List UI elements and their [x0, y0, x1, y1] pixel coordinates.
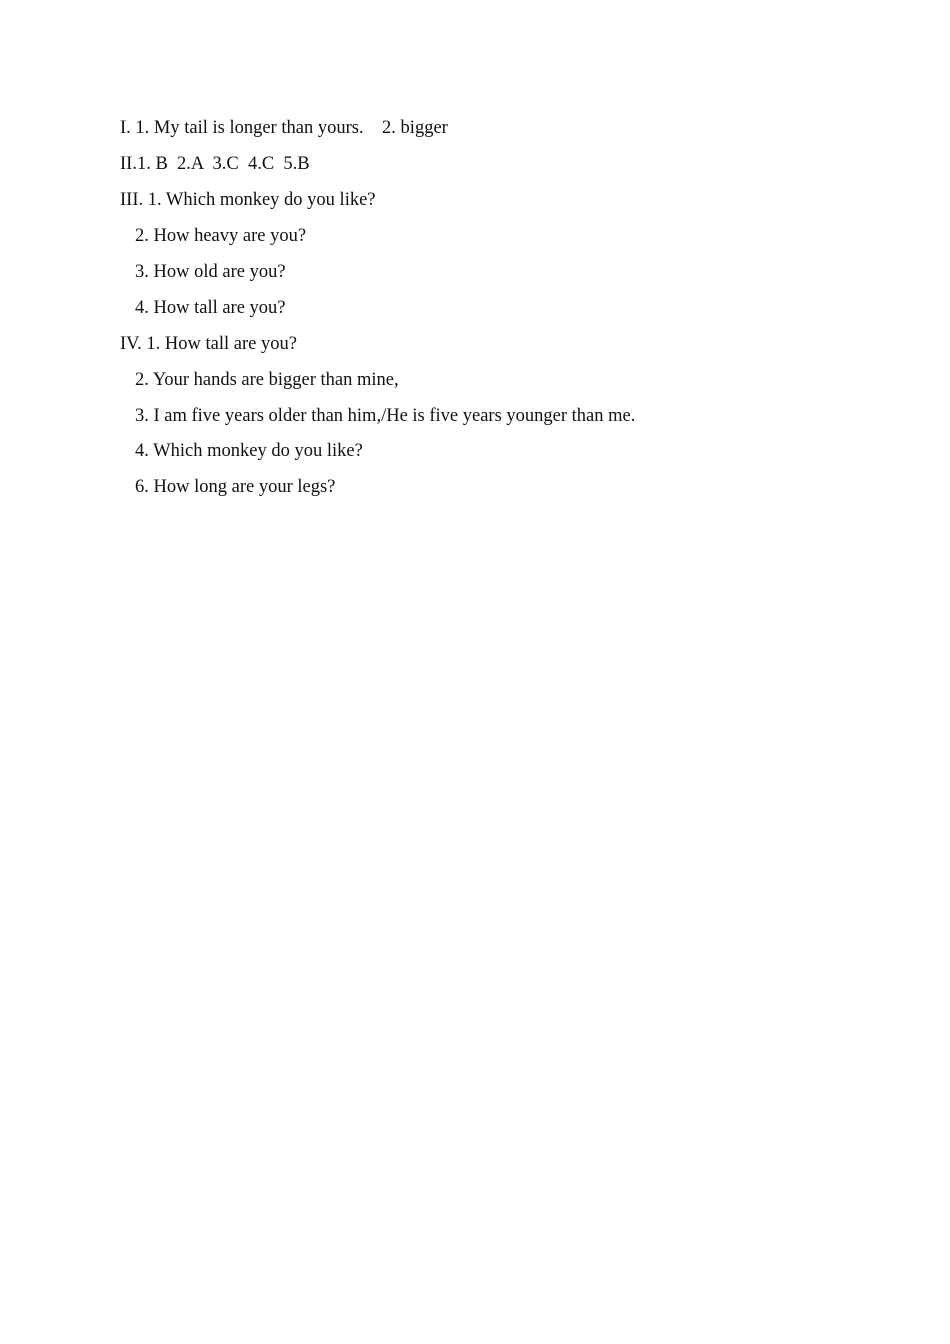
section-3-answer-2: 2. How heavy are you?	[135, 226, 307, 246]
answer-key	[120, 114, 840, 508]
section-3-answer-4: 4. How tall are you?	[135, 298, 286, 318]
section-4-answer-2: 2. Your hands are bigger than mine,	[135, 370, 399, 390]
section-3-answer-1: III. 1. Which monkey do you like?	[120, 190, 376, 210]
section-4-answer-6: 6. How long are your legs?	[135, 476, 336, 497]
section-4-answer-3: 3. I am five years older than him,/He is five years younger than me.	[135, 405, 636, 426]
section-4-answer-4: 4. Which monkey do you like?	[135, 441, 363, 461]
section-3-answer-3: 3. How old are you?	[135, 262, 286, 282]
section-4-answer-1: IV. 1. How tall are you?	[120, 334, 297, 354]
section-1-answers: I. 1. My tail is longer than yours. 2. bigger	[120, 118, 448, 138]
section-2-answers: II.1. B 2.A 3.C 4.C 5.B	[120, 154, 310, 174]
